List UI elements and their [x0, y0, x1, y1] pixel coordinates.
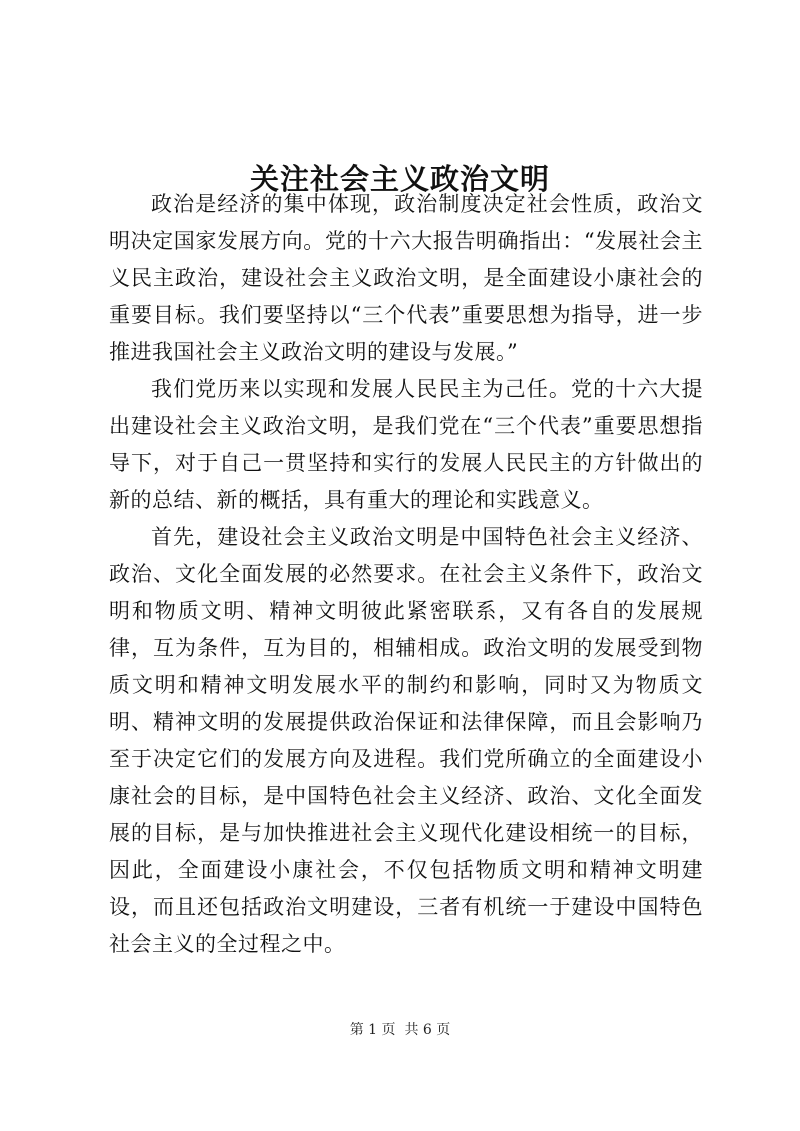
- body-paragraph: 政治是经济的集中体现，政治制度决定社会性质，政治文明决定国家发展方向。党的十六大报告明确指出：“发展社会主义民主政治，建设社会主义政治文明，是全面建设小康社会的重要目标。我们要坚持以“三个代表”重要思想为指导，进一步推进我国社会主义政治文明的建设与发展。”: [109, 192, 703, 364]
- document-body: [109, 186, 703, 963]
- body-paragraph: 我们党历来以实现和发展人民民主为己任。党的十六大提出建设社会主义政治文明，是我们党在“三个代表”重要思想指导下，对于自己一贯坚持和实行的发展人民民主的方针做出的新的总结、新的概括，具有重大的理论和实践意义。: [109, 377, 703, 512]
- body-paragraph: 首先，建设社会主义政治文明是中国特色社会主义经济、政治、文化全面发展的必然要求。在社会主义条件下，政治文明和物质文明、精神文明彼此紧密联系，又有各自的发展规律，互为条件，互为目的，相辅相成。政治文明的发展受到物质文明和精神文明发展水平的制约和影响，同时又为物质文明、精神文明的发展提供政治保证和法律保障，而且会影响乃至于决定它们的发展方向及进程。我们党所确立的全面建设小康社会的目标，是中国特色社会主义经济、政治、文化全面发展的目标，是与加快推进社会主义现代化建设相统一的目标，因此，全面建设小康社会，不仅包括物质文明和精神文明建设，而且还包括政治文明建设，三者有机统一于建设中国特色社会主义的全过程之中。: [109, 525, 703, 956]
- page-footer: [0, 1020, 800, 1040]
- page-number-label: 第 1 页 共 6 页: [349, 1022, 451, 1038]
- document-title: 关注社会主义政治文明: [249, 162, 550, 197]
